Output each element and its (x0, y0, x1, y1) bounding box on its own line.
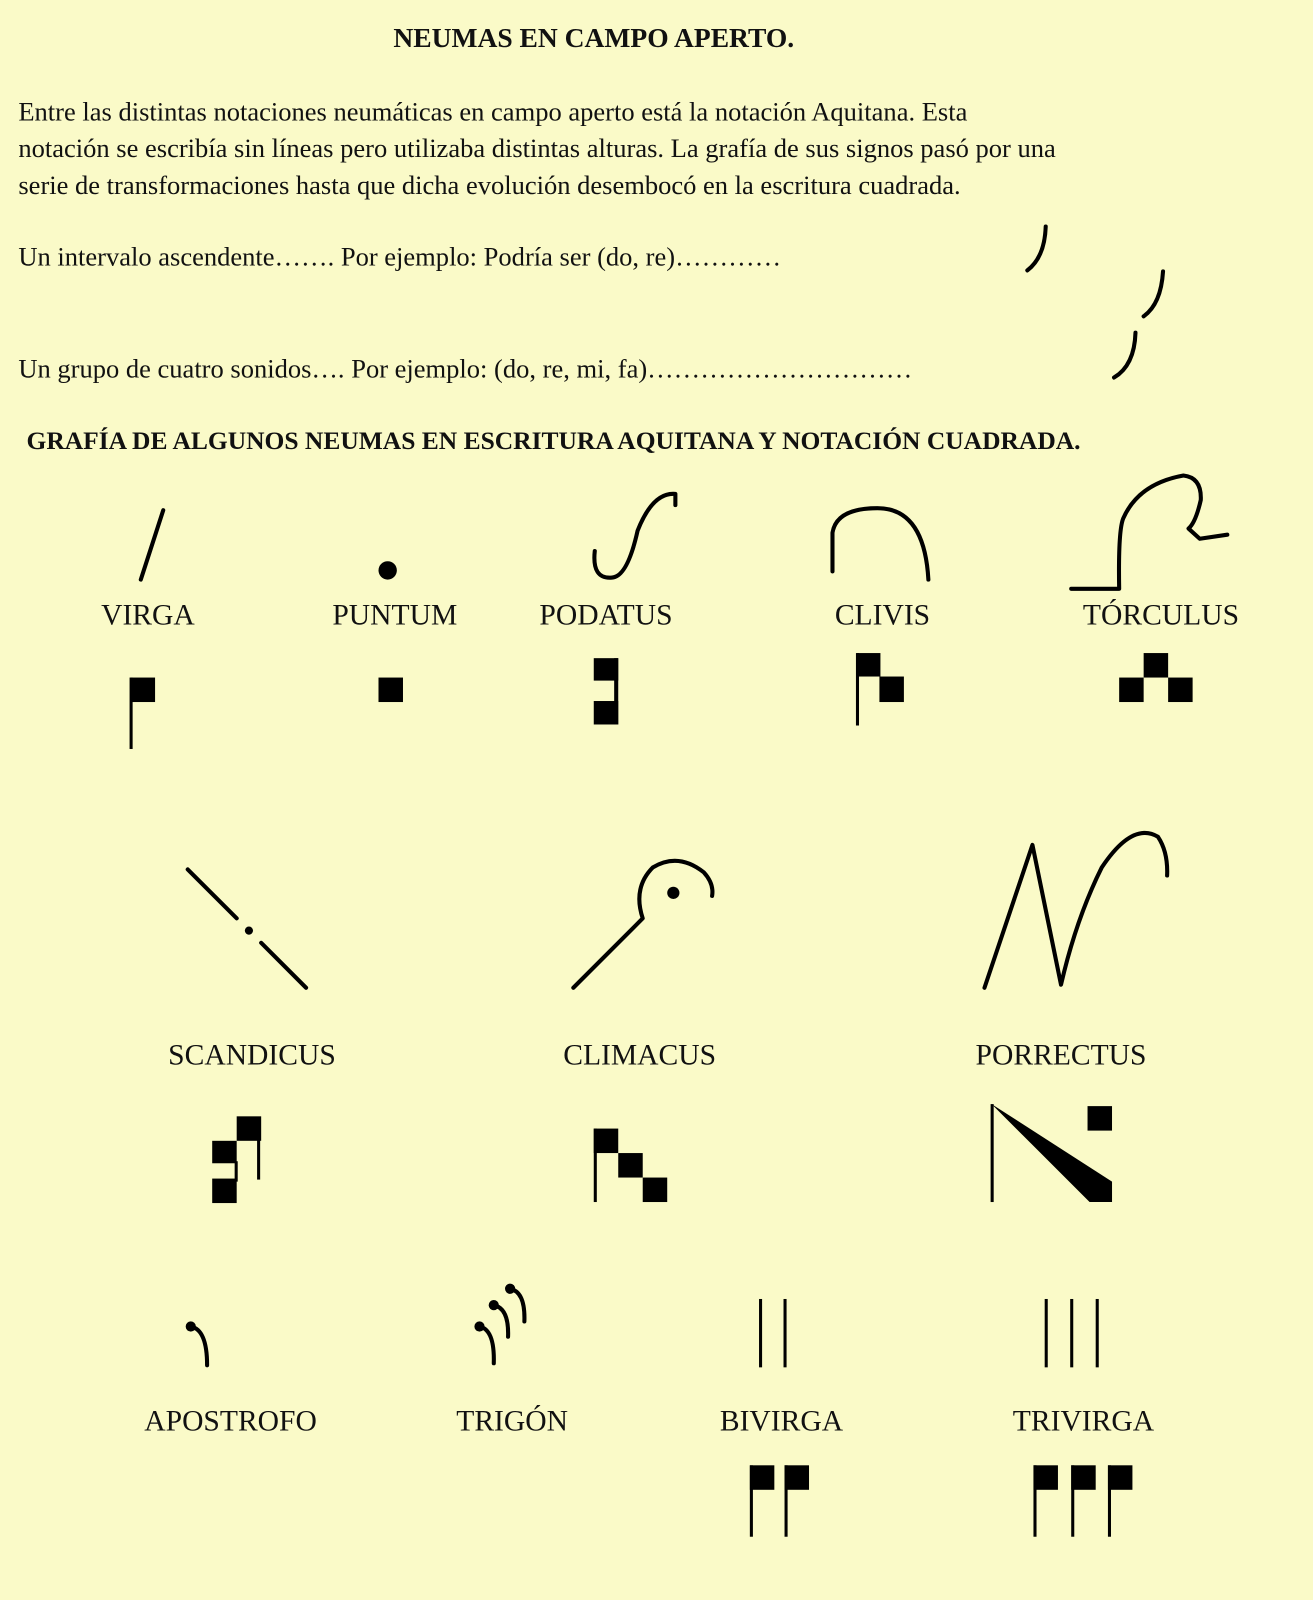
puntum-aquitan-icon (378, 561, 396, 579)
climacus-square-icon (594, 1129, 667, 1202)
label-bivirga: BIVIRGA (719, 1405, 844, 1438)
label-torculus: TÓRCULUS (1082, 599, 1240, 632)
trigon-icon (474, 1284, 524, 1364)
virga-square-icon (130, 678, 156, 749)
torculus-square-icon (1119, 653, 1192, 702)
intro-line-3: serie de transformaciones hasta que dicha evolución desembocó en la escritura cuadrada. (18, 169, 961, 200)
label-scandicus: SCANDICUS (168, 1039, 336, 1072)
clivis-aquitan-icon (832, 508, 928, 579)
four-sounds-neume-icon (1114, 271, 1163, 377)
interval-neume-icon (1027, 227, 1045, 271)
bivirga-aquitan-icon (759, 1299, 787, 1367)
scandicus-square-icon (212, 1116, 261, 1203)
porrectus-square-icon (991, 1104, 1112, 1202)
example-four-sounds: Un grupo de cuatro sonidos…. Por ejemplo: (do, re, mi, fa)………………………… (18, 353, 913, 384)
scandicus-aquitan-icon (188, 869, 306, 987)
intro-line-1: Entre las distintas notaciones neumáticas en campo aperto está la notación Aquitana. Esta (18, 96, 968, 127)
podatus-aquitan-icon (594, 494, 675, 578)
intro-line-2: notación se escribía sin líneas pero utilizaba distintas alturas. La grafía de sus signos pasó por una (18, 133, 1056, 164)
label-trigon: TRIGÓN (456, 1405, 569, 1438)
label-podatus: PODATUS (539, 599, 673, 632)
clivis-square-icon (856, 653, 904, 725)
porrectus-aquitan-icon (984, 833, 1167, 988)
podatus-square-icon (594, 658, 618, 724)
puntum-square-icon (378, 678, 402, 702)
bivirga-square-icon (750, 1465, 809, 1536)
trivirga-aquitan-icon (1045, 1299, 1099, 1367)
virga-aquitan-icon (141, 510, 163, 579)
torculus-aquitan-icon (1071, 476, 1227, 589)
label-climacus: CLIMACUS (563, 1039, 717, 1072)
example-interval: Un intervalo ascendente……. Por ejemplo: Podría ser (do, re)………… (18, 241, 782, 272)
label-trivirga: TRIVIRGA (1012, 1405, 1155, 1438)
section-heading: GRAFÍA DE ALGUNOS NEUMAS EN ESCRITURA AQUITANA Y NOTACIÓN CUADRADA. (26, 425, 1081, 455)
label-clivis: CLIVIS (834, 599, 931, 632)
climacus-aquitan-icon (573, 861, 712, 988)
page-title: NEUMAS EN CAMPO APERTO. (393, 21, 795, 53)
apostrofo-icon (186, 1321, 207, 1365)
label-puntum: PUNTUM (332, 599, 458, 632)
trivirga-square-icon (1033, 1465, 1132, 1536)
label-porrectus: PORRECTUS (975, 1039, 1147, 1072)
label-apostrofo: APOSTROFO (144, 1405, 317, 1438)
label-virga: VIRGA (101, 599, 195, 632)
